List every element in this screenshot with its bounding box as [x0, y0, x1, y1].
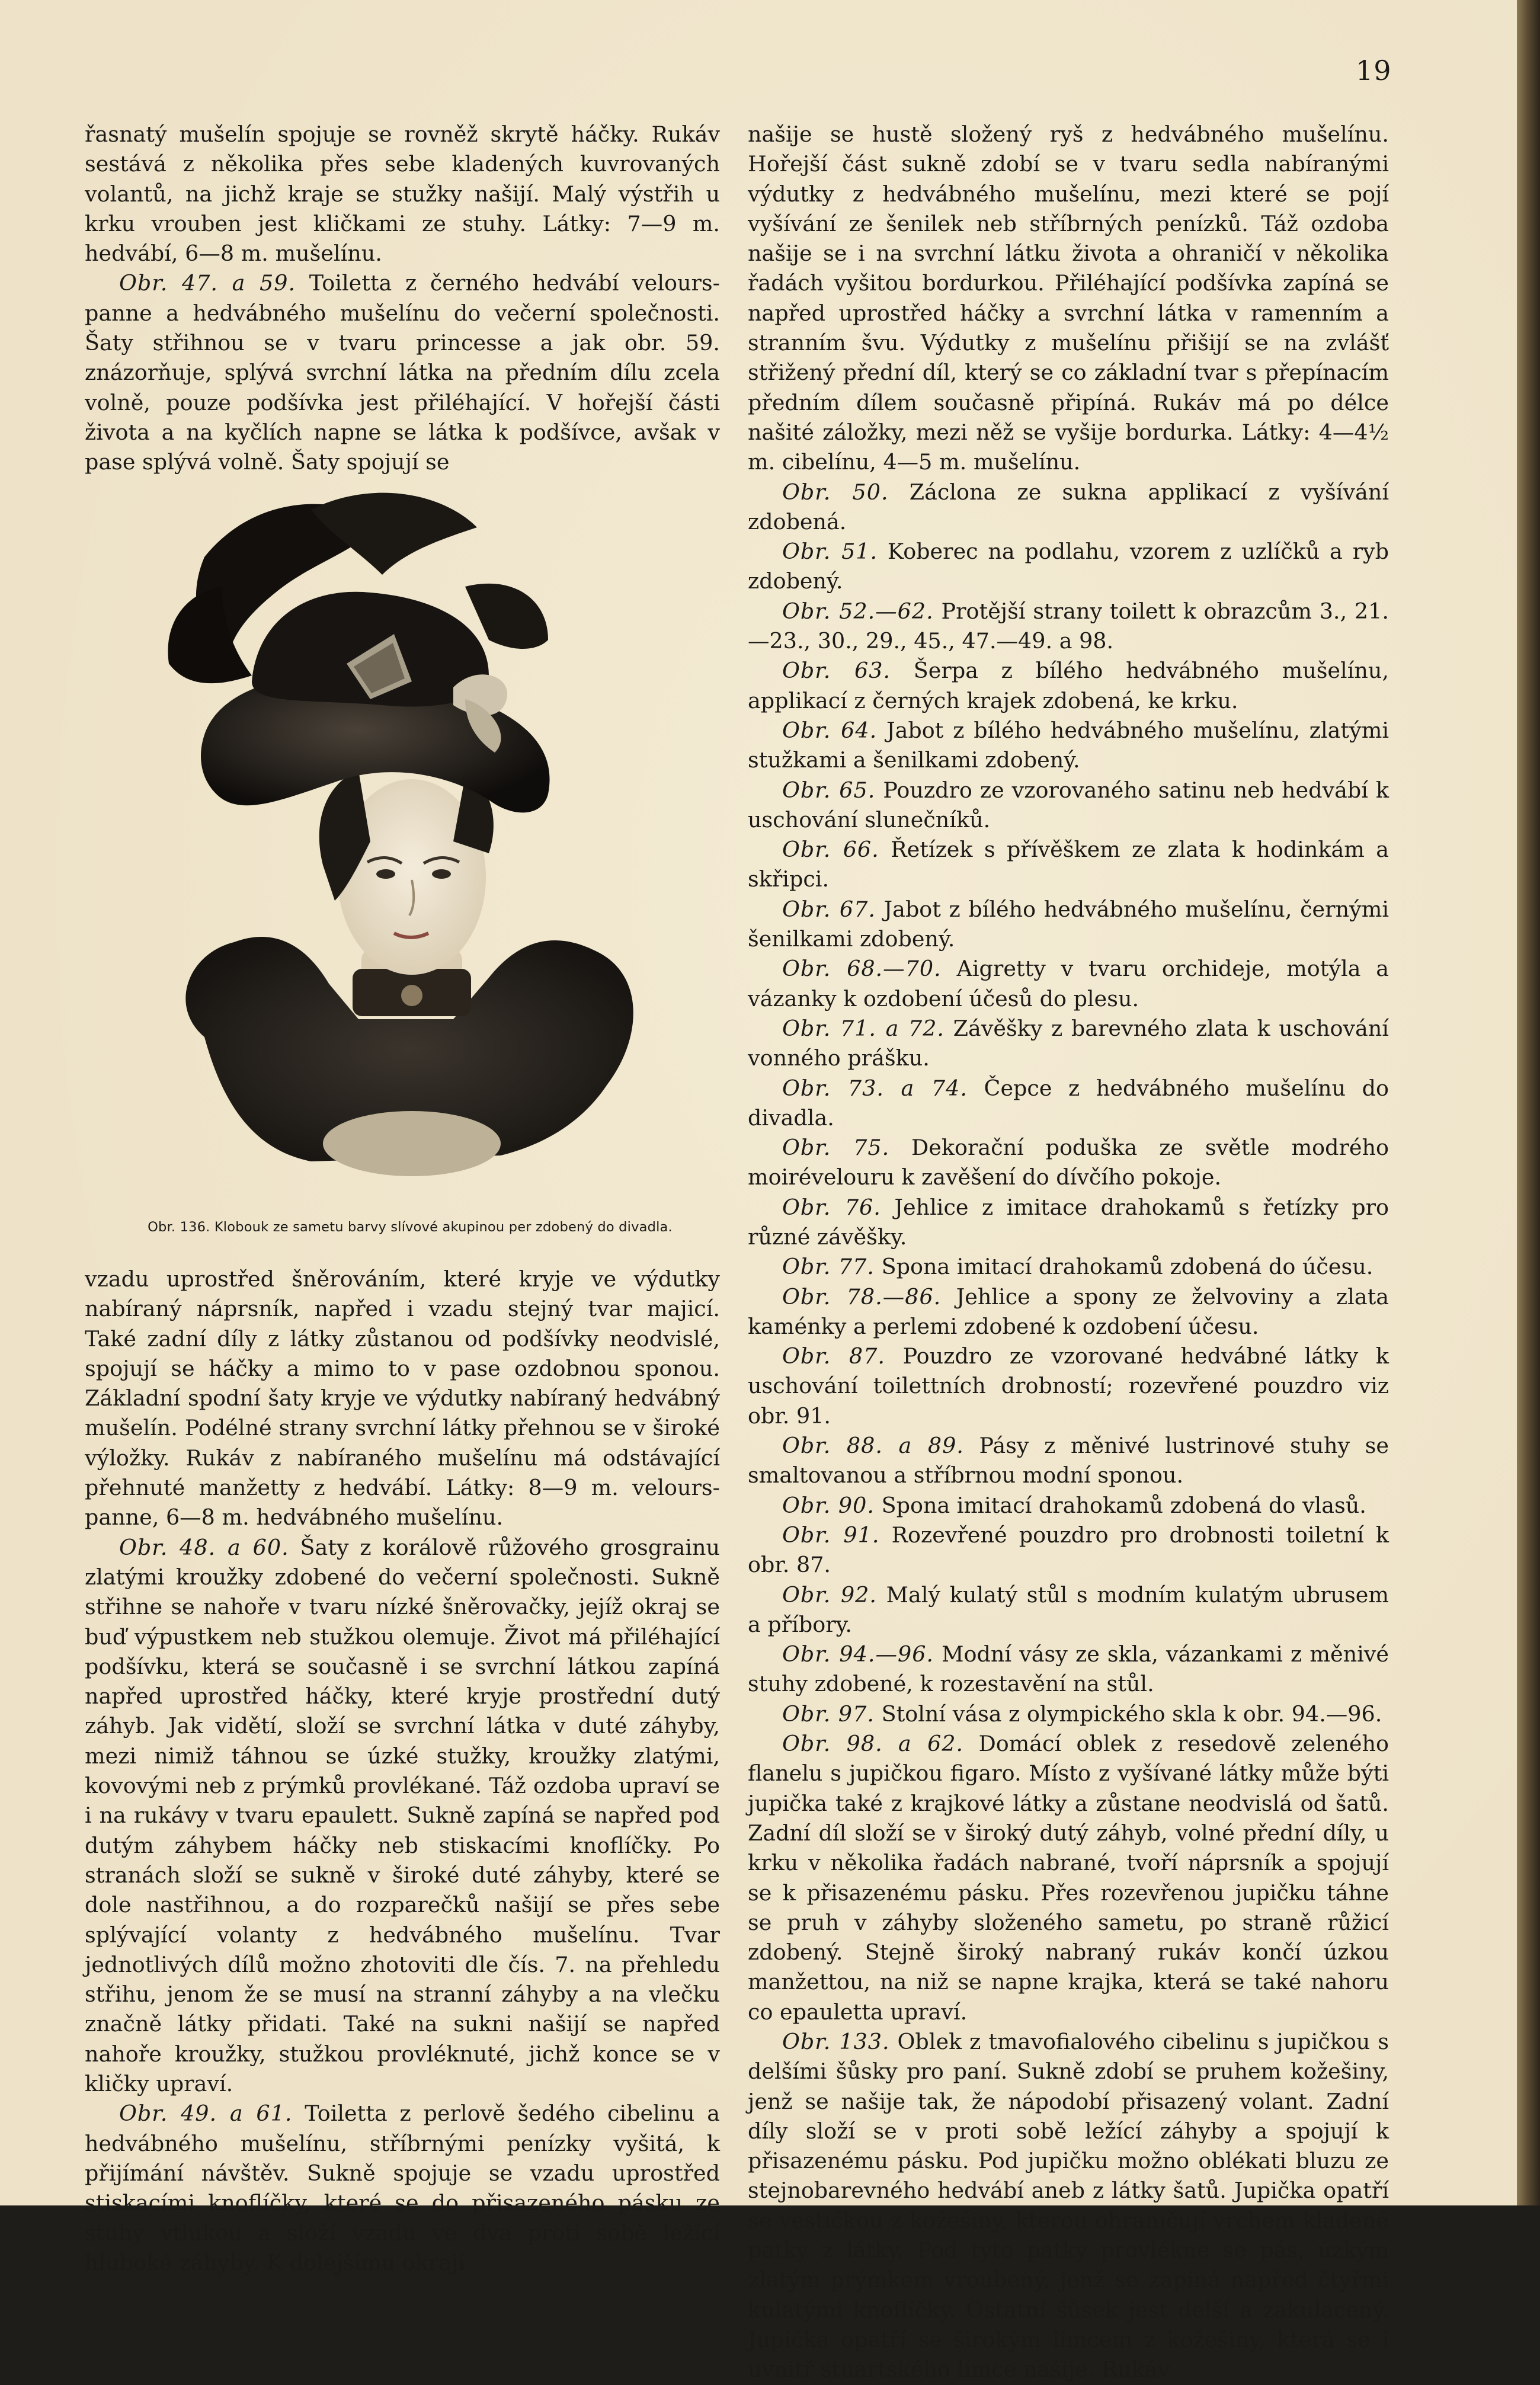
figure-reference: Obr. 67.: [782, 896, 876, 922]
figure-reference: Obr. 66.: [782, 837, 879, 863]
figure-reference: Obr. 77.: [782, 1254, 875, 1280]
paragraph-text: Jehlice a spony ze želvoviny a zlata kaménky a perlemi zdobené k ozdobení účesu.: [748, 1283, 1389, 1339]
paragraph: [748, 716, 1389, 776]
hat-illustration: [133, 486, 667, 1203]
figure-reference: Obr. 92.: [782, 1582, 878, 1608]
paragraph-text: Aigretty v tvaru orchideje, motýla a vázanky k ozdobení účesů do plesu.: [748, 956, 1389, 1011]
figure-reference: Obr. 71. a 72.: [782, 1015, 945, 1041]
paragraph-text: našije se hustě složený ryš z hedvábného mušelínu. Hořejší část sukně zdobí se v tvaru sedla nabíranými výdutky z hedvábného mušelínu, mezi které se pojí vyšívání ze šenilek neb stříbrných penízků. Táž ozdoba našije se i na svrchní látku života a ohraničí v několika řadách vyšitou bordurkou. Přiléhající podšívka zapíná se napřed uprostřed háčky a svrchní látka v ramenním a stranním švu. Výdutky z mušelínu přišijí se na zvlášť střižený přední díl, který se co základní tvar s přepínacím předním dílem současně připíná. Rukáv má po délce našité záložky, mezi něž se vyšije bordurka. Látky: 4—4½ m. cibelínu, 4—5 m. mušelínu.: [748, 121, 1389, 475]
figure-reference: Obr. 78.—86.: [782, 1283, 942, 1310]
figure-reference: Obr. 65.: [782, 777, 876, 803]
paragraph-text: Řetízek s přívěškem ze zlata k hodinkám a skřipci.: [748, 837, 1389, 892]
figure-reference: Obr. 88. a 89.: [782, 1433, 964, 1459]
figure-reference: Obr. 64.: [782, 717, 878, 743]
paragraph: [748, 776, 1389, 835]
paragraph-text: Šaty z korálově růžového grosgrainu zlatými kroužky zdobené do večerní společnosti. Sukně střihne se nahoře v tvaru nízké šněrovačky, jejíž okraj se buď výpustkem neb stužkou olemuje. Život má přiléhající podšívku, která se současně i se svrchní látkou zapíná napřed uprostřed háčky, které kryje prostřední dutý záhyb. Jak vidětí, složí se svrchní látka v duté záhyby, mezi nimiž táhnou se úzké stužky, kroužky zlatými, kovovými neb z prýmků provlékané. Táž ozdoba upraví se i na rukávy v tvaru epaulett. Sukně zapíná se napřed pod dutým záhybem háčky neb stiskacími knoflíčky. Po stranách složí se sukně v široké duté záhyby, které se dole nastřihnou, a do rozparečků našijí se přes sebe splývající volanty z hedvábného mušelínu. Tvar jednotlivých dílů možno zhotoviti dle čís. 7. na přehledu střihu, jenom že se musí na stranní záhyby a na vlečku značně látky přidati. Také na sukni našijí se napřed nahoře kroužky, stužkou provléknuté, jichž konce se v kličky upraví.: [85, 1534, 720, 2097]
paragraph: [748, 656, 1389, 716]
figure-reference: Obr. 87.: [782, 1343, 885, 1369]
paragraph-text: Závěšky z barevného zlata k uschování vonného prášku.: [748, 1015, 1389, 1071]
paragraph: [748, 1699, 1389, 1729]
paragraph-text: Malý kulatý stůl s modním kulatým ubrusem a příbory.: [748, 1582, 1389, 1637]
paragraph: [748, 2027, 1389, 2385]
right-column: [748, 120, 1389, 2385]
paragraph: [748, 1520, 1389, 1580]
book-spine: [1517, 0, 1540, 2205]
paragraph: [748, 1580, 1389, 1640]
paragraph: [748, 537, 1389, 597]
paragraph-text: Rozevřené pouzdro pro drobnosti toiletní k obr. 87.: [748, 1522, 1389, 1578]
figure-reference: Obr. 75.: [782, 1135, 890, 1161]
paragraph: [748, 1729, 1389, 2027]
paragraph-text: Toiletta z černého hedvábí velours-panne a hedvábného mušelínu do večerní společnosti. Šaty střihnou se v tvaru princesse a jak obr. 59. znázorňuje, splývá svrchní látka na předním dílu zcela volně, pouze podšívka jest přiléhající. V hořejší části života a na kyčlích napne se látka k podšívce, avšak v pase splývá volně. Šaty spojují se: [85, 270, 720, 475]
figure-reference: Obr. 63.: [782, 658, 891, 684]
paragraph-text: Čepce z hedvábného mušelínu do divadla.: [748, 1075, 1389, 1131]
paragraph: [748, 895, 1389, 955]
figure-reference: Obr. 73. a 74.: [782, 1075, 968, 1101]
paragraph: [748, 1133, 1389, 1193]
paragraph: [85, 120, 720, 268]
figure-reference: Obr. 91.: [782, 1522, 880, 1548]
figure-reference: Obr. 94.—96.: [782, 1641, 934, 1667]
paragraph: [748, 1491, 1389, 1520]
paragraph-text: Pouzdro ze vzorované hedvábné látky k uschování toilettních drobností; rozevřené pouzdro viz obr. 91.: [748, 1343, 1389, 1429]
figure-reference: Obr. 76.: [782, 1194, 881, 1220]
paragraph: [85, 1533, 720, 2099]
paragraph: [748, 1282, 1389, 1342]
paragraph-text: Domácí oblek z resedově zeleného flanelu s jupičkou figaro. Místo z vyšívané látky může býti jupička také z krajkové látky a zůstane neodvislá od šatů. Zadní díl složí se v široký dutý záhyb, volné přední díly, u krku v několika řadách nabrané, tvoří náprsník a spojují se k přisazenému pásku. Přes rozevřenou jupičku táhne se pruh v záhyby složeného sametu, po straně růžicí zdobený. Stejně široký nabraný rukáv končí úzkou manžettou, na niž se napne krajka, která se také nahoru co epauletta upraví.: [748, 1731, 1389, 2025]
paragraph: [748, 1193, 1389, 1253]
figure-reference: Obr. 50.: [782, 479, 889, 505]
paragraph: [748, 835, 1389, 895]
paragraph-text: Toiletta z perlově šedého cibelinu a hedvábného mušelínu, stříbrnými penízky vyšitá, k přijímání návštěv. Sukně spojuje se vzadu uprostřed stiskacími knoflíčky, které se do přisazeného pásku ze stuhy vtlukou a složí vzadu ve dva proti sobě ležící hluboké záhyby. K dolejšímu okraji: [85, 2101, 721, 2275]
figure-reference: Obr. 98. a 62.: [782, 1731, 964, 1757]
paragraph-text: Záclona ze sukna applikací z vyšívání zdobená.: [748, 479, 1389, 534]
paragraph-text: Pásy z měnivé lustrinové stuhy se smaltovanou a stříbrnou modní sponou.: [748, 1433, 1389, 1488]
paragraph: [748, 1342, 1389, 1431]
paragraph: [748, 1431, 1389, 1491]
figure-reference: Obr. 90.: [782, 1492, 875, 1518]
paragraph: [748, 597, 1389, 657]
paragraph-text: Šerpa z bílého hedvábného mušelínu, applikací z černých krajek zdobená, ke krku.: [748, 658, 1389, 713]
figure-caption: Obr. 136. Klobouk ze sametu barvy slívové akupinou per zdobený do divadla.: [148, 1219, 673, 1235]
paragraph-text: Pouzdro ze vzorovaného satinu neb hedvábí k uschování slunečníků.: [748, 777, 1389, 833]
figure-reference: Obr. 133.: [782, 2029, 890, 2054]
figure-reference: Obr. 48. a 60.: [119, 1534, 289, 1560]
figure-reference: Obr. 52.—62.: [782, 598, 934, 624]
paragraph: [85, 268, 720, 477]
paragraph-text: Spona imitací drahokamů zdobená do účesu.: [881, 1254, 1373, 1280]
paragraph-text: Modní vásy ze skla, vázankami z měnivé stuhy zdobené, k rozestavění na stůl.: [748, 1641, 1389, 1697]
paragraph-text: Oblek z tmavofialového cibelinu s jupičkou s delšími šůsky pro paní. Sukně zdobí se pruhem kožešiny, jenž se našije tak, že nápodobí přisazený volant. Zadní díly složí se v proti sobě ležící záhyby a spojují k přisazenému pásku. Pod jupičku možno oblékati bluzu ze stejnobarevného hedvábí aneb z látky šatů. Jupička opatří se vestičkou z kožešiny, kterou ohraničují vrchem kladené patky z látky. Pod tyto patky provlékne se pás, úzkým zlatým prýmkem vroubený, jenž se zapíná napřed čtyřmi kulatými knoflíčky. Ostatní šůsek jest delší a zakulacený. Jupička opatří se širokým límcem z kožešiny, která se i uvnitř stuartského límce našije. Rukáv: [748, 2029, 1389, 2383]
paragraph: [748, 954, 1389, 1014]
figure-reference: Obr. 68.—70.: [782, 956, 942, 982]
figure-reference: Obr. 47. a 59.: [119, 270, 296, 296]
paragraph-text: řasnatý mušelín spojuje se rovněž skrytě háčky. Rukáv sestává z několika přes sebe kladených kuvrovaných volantů, na jichž kraje se stužky našijí. Malý výstřih u krku vrouben jest kličkami ze stuhy. Látky: 7—9 m. hedvábí, 6—8 m. mušelínu.: [85, 121, 720, 267]
paragraph-text: Jehlice z imitace drahokamů s řetízky pro různé závěšky.: [748, 1194, 1389, 1250]
page-number: 19: [1356, 55, 1392, 87]
paragraph: [748, 1252, 1389, 1282]
paragraph: [748, 120, 1389, 478]
paragraph: [748, 1014, 1389, 1074]
paragraph: [85, 1264, 720, 1533]
paragraph-text: Stolní vása z olympického skla k obr. 94.—96.: [881, 1701, 1382, 1727]
paragraph: [748, 1640, 1389, 1699]
paragraph: [748, 1074, 1389, 1134]
paragraph: [85, 2099, 720, 2278]
figure-reference: Obr. 97.: [782, 1701, 875, 1727]
paragraph-text: Koberec na podlahu, vzorem z uzlíčků a ryb zdobený.: [748, 539, 1389, 594]
figure-reference: Obr. 49. a 61.: [119, 2101, 293, 2127]
paragraph-text: Spona imitací drahokamů zdobená do vlasů.: [881, 1492, 1366, 1518]
figure-reference: Obr. 51.: [782, 539, 878, 565]
paragraph: [748, 478, 1389, 537]
paragraph-text: Jabot z bílého hedvábného mušelínu, černými šenilkami zdobený.: [748, 896, 1389, 952]
left-column-top: [85, 120, 720, 478]
paragraph-text: Jabot z bílého hedvábného mušelínu, zlatými stužkami a šenilkami zdobený.: [748, 717, 1389, 773]
paragraph-text: Dekorační poduška ze světle modrého moirévelouru k zavěšení do dívčího pokoje.: [748, 1135, 1389, 1190]
paragraph-text: vzadu uprostřed šněrováním, které kryje ve výdutky nabíraný náprsník, napřed i vzadu stejný tvar majicí. Také zadní díly z látky zůstanou od podšívky neodvislé, spojují se háčky a mimo to v pase ozdobnou sponou. Základní spodní šaty kryje ve výdutky nabíraný hedvábný mušelín. Podélné strany svrchní látky přehnou se v široké výložky. Rukáv z nabíraného mušelínu má odstávající přehnuté manžetty z hedvábí. Látky: 8—9 m. velours-panne, 6—8 m. hedvábného mušelínu.: [85, 1266, 720, 1531]
left-column-bottom: [85, 1264, 720, 2278]
paragraph-text: Protější strany toilett k obrazcům 3., 21.—23., 30., 29., 45., 47.—49. a 98.: [748, 598, 1389, 654]
